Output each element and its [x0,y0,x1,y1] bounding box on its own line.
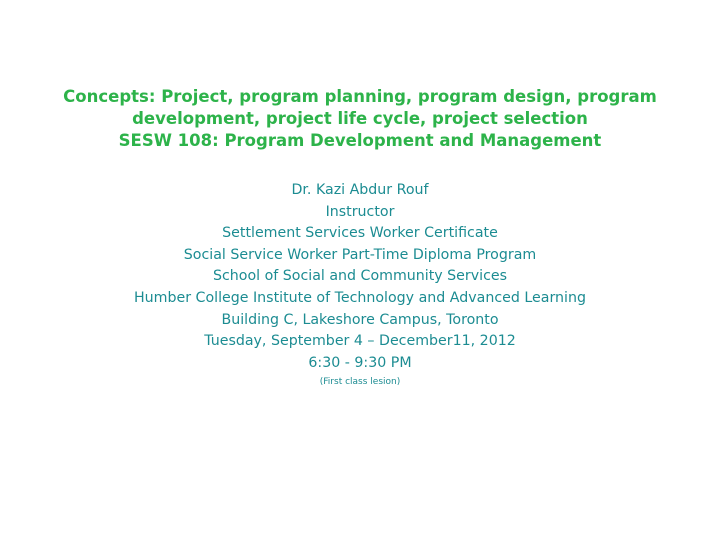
college-name: Humber College Institute of Technology and Advanced Learning [134,289,586,306]
program-diploma: Social Service Worker Part-Time Diploma Program [183,246,537,263]
presenter-info [0,180,720,389]
presenter-name: Dr. Kazi Abdur Rouf [291,182,429,198]
presenter-role: Instructor [325,203,395,220]
program-certificate: Settlement Services Worker Certificate [222,225,498,242]
title-line-course: SESW 108: Program Development and Management [118,131,602,150]
slide-title [0,86,720,152]
title-line-topics: development, project life cycle, project selection [132,109,588,128]
course-time: 6:30 - 9:30 PM [308,354,412,371]
title-line-concepts: Concepts: Project, program planning, program design, program [63,87,657,106]
lesson-note: (First class lesion) [319,377,401,388]
course-dates: Tuesday, September 4 – December11, 2012 [204,333,516,350]
campus-location: Building C, Lakeshore Campus, Toronto [221,311,499,328]
school-name: School of Social and Community Services [212,268,508,285]
